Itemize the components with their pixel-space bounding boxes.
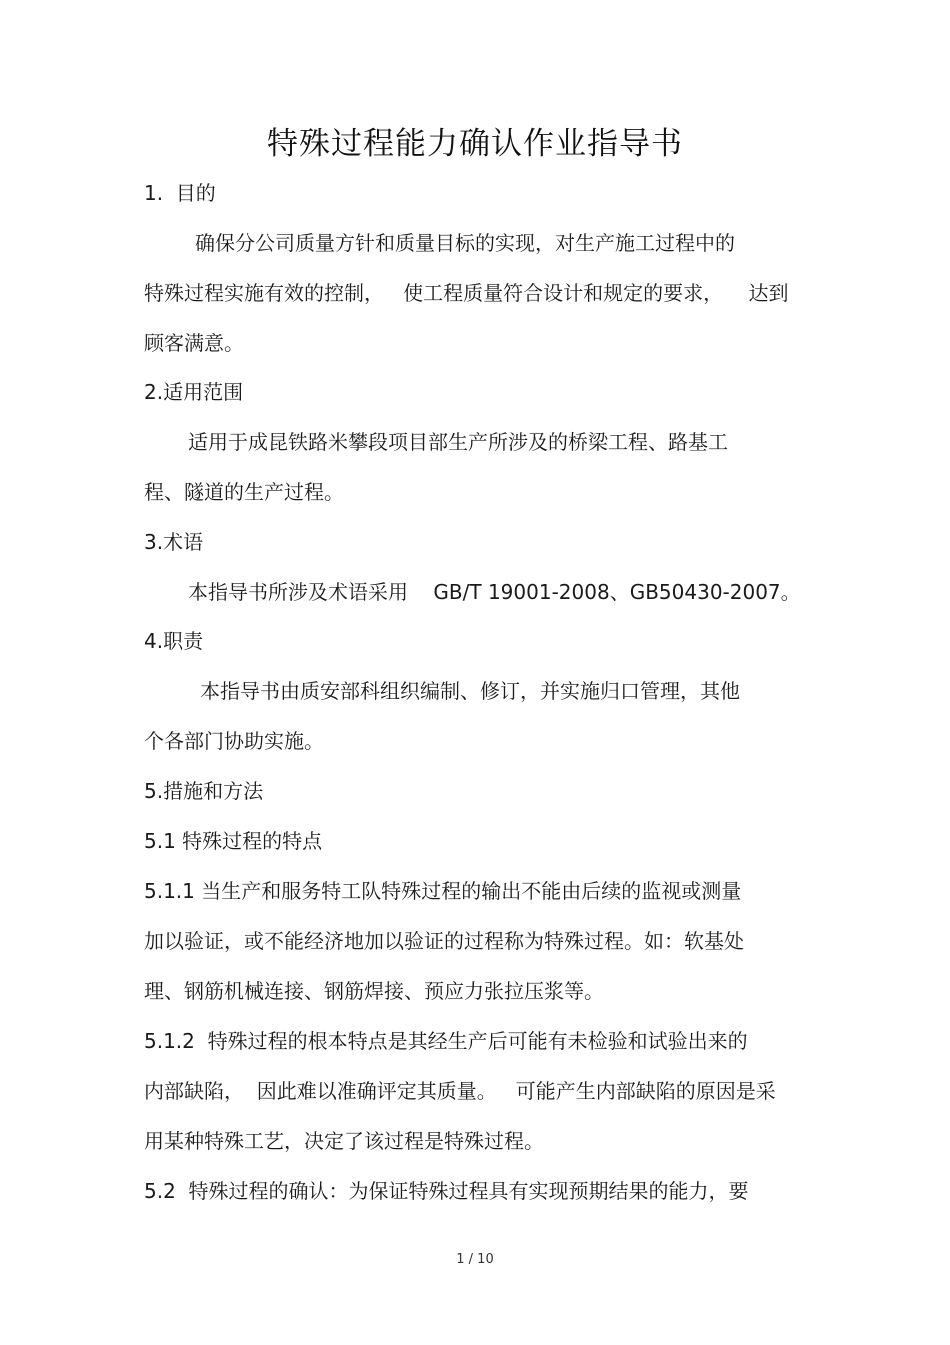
paragraph-line: 加以验证，或不能经济地加以验证的过程称为特殊过程。如：软基处	[144, 929, 744, 953]
section-heading-purpose: 1. 目的	[144, 181, 216, 205]
section-heading-duties: 4.职责	[144, 629, 204, 653]
paragraph-line: 适用于成昆铁路米攀段项目部生产所涉及的桥梁工程、路基工	[188, 430, 728, 454]
paragraph-line: 特殊过程实施有效的控制， 使工程质量符合设计和规定的要求， 达到	[144, 281, 789, 305]
paragraph-line: 程、隧道的生产过程。	[144, 480, 344, 504]
page-number: 1 / 10	[456, 1252, 494, 1267]
section-heading-scope: 2.适用范围	[144, 380, 244, 404]
section-heading-measures: 5.措施和方法	[144, 779, 264, 803]
paragraph-line: 5.1.2 特殊过程的根本特点是其经生产后可能有未检验和试验出来的	[144, 1029, 748, 1053]
paragraph-line: 理、钢筋机械连接、钢筋焊接、预应力张拉压浆等。	[144, 979, 604, 1003]
paragraph-line: 内部缺陷， 因此难以准确评定其质量。 可能产生内部缺陷的原因是采	[144, 1079, 776, 1103]
paragraph-line: 5.1.1 当生产和服务特工队特殊过程的输出不能由后续的监视或测量	[144, 879, 742, 903]
paragraph-line: 个各部门协助实施。	[144, 729, 324, 753]
paragraph-line: 本指导书由质安部科组织编制、修订，并实施归口管理，其他	[200, 679, 740, 703]
section-heading-terms: 3.术语	[144, 530, 204, 554]
paragraph-line: 用某种特殊工艺，决定了该过程是特殊过程。	[144, 1129, 544, 1153]
subsection-heading-5-1: 5.1 特殊过程的特点	[144, 829, 323, 853]
paragraph-line: 5.2 特殊过程的确认：为保证特殊过程具有实现预期结果的能力，要	[144, 1179, 749, 1203]
paragraph-line: 本指导书所涉及术语采用 GB/T 19001-2008、GB50430-2007。	[188, 580, 801, 604]
paragraph-line: 顾客满意。	[144, 331, 244, 355]
paragraph-line: 确保分公司质量方针和质量目标的实现，对生产施工过程中的	[195, 231, 735, 255]
document-title: 特殊过程能力确认作业指导书	[267, 126, 683, 162]
